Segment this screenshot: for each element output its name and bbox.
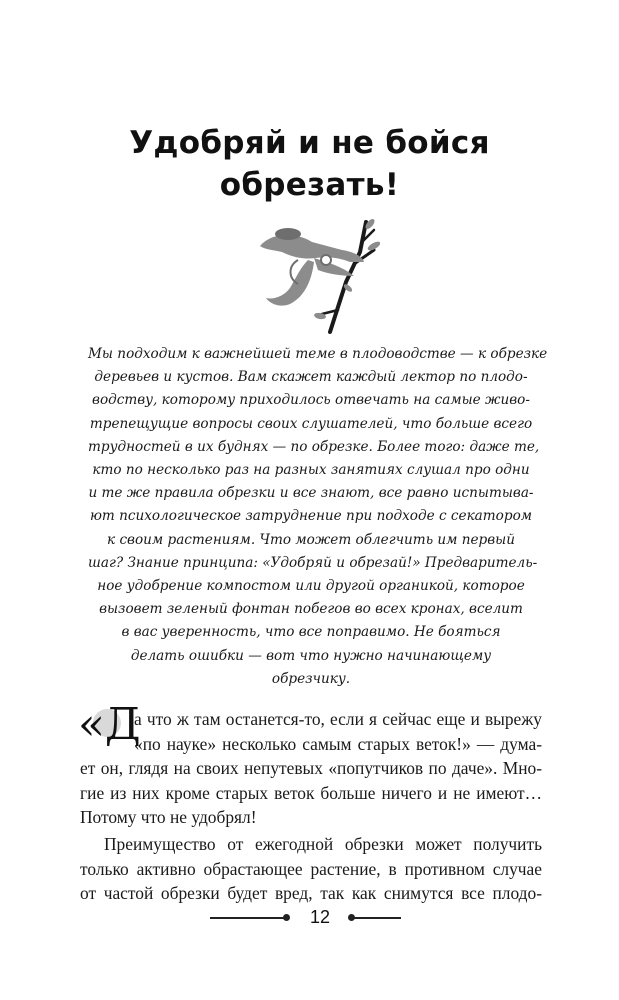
pruning-shears-icon bbox=[250, 212, 380, 338]
intro-line: обрезчику. bbox=[271, 670, 351, 687]
handle-grip bbox=[275, 228, 301, 240]
body-line: только активно обрастающее растение, в противном случае bbox=[80, 858, 542, 879]
intro-line: трепещущие вопросы своих слушателей, что больше всего bbox=[89, 415, 533, 432]
lower-handle bbox=[266, 260, 314, 306]
paragraph-2 bbox=[80, 832, 542, 906]
intro-line: водству, которому приходилось отвечать на самые живо- bbox=[92, 392, 530, 409]
body-line: Потому что не удобрял! bbox=[80, 807, 257, 828]
page-number: 12 bbox=[309, 907, 331, 927]
body-line: гие из них кроме старых веток больше ничего и не имеют… bbox=[80, 782, 542, 803]
body-line: «по науке» несколько самым старых веток!» — дума- bbox=[134, 733, 542, 754]
drop-cap-letter: «Д bbox=[78, 699, 141, 750]
intro-line: трудностей в их буднях — по обрезке. Более того: даже те, bbox=[88, 438, 540, 455]
body-line: ет он, глядя на своих непутевых «попутчиков по даче». Мно- bbox=[80, 758, 542, 779]
intro-line: Мы подходим к важнейшей теме в плодоводстве — к обрезке bbox=[88, 346, 548, 362]
footer-dot-left bbox=[283, 914, 290, 921]
intro-line: ное удобрение компостом или другой органикой, которое bbox=[97, 578, 525, 595]
intro-line: кто по несколько раз на разных занятиях слушал про одни bbox=[92, 462, 530, 479]
intro-line: делать ошибки — вот что нужно начинающему bbox=[130, 647, 492, 664]
drop-cap bbox=[78, 699, 141, 757]
footer-rule-right bbox=[351, 917, 401, 919]
branch-stem bbox=[330, 222, 366, 332]
intro-line: к своим растениям. Что может облегчить им первый bbox=[107, 531, 515, 548]
chapter-title bbox=[0, 122, 619, 206]
intro-line: деревьев и кустов. Вам скажет каждый лектор по плодо- bbox=[94, 369, 528, 386]
body-line: а что ж там останется-то, если я сейчас еще и вырежу bbox=[134, 709, 542, 729]
pivot-bolt bbox=[321, 255, 331, 265]
upper-handle bbox=[260, 235, 364, 262]
paragraph-1 bbox=[80, 707, 542, 830]
intro-line: в вас уверенность, что все поправимо. Не бояться bbox=[121, 624, 501, 641]
intro-line: и те же правила обрезки и все знают, все равно испытыва- bbox=[88, 485, 534, 502]
body-line: Преимущество от ежегодной обрезки может получить bbox=[104, 833, 542, 854]
chapter-title-line: обрезать! bbox=[219, 167, 400, 203]
intro-line: шаг? Знание принципа: «Удобряй и обрезай!» Предваритель- bbox=[88, 554, 538, 571]
intro-paragraph bbox=[88, 343, 548, 691]
intro-line: ют психологическое затруднение при подходе с секатором bbox=[89, 508, 533, 525]
body-line: от частой обрезки будет вред, так как снимутся все плодо- bbox=[80, 883, 542, 904]
chapter-title-line: Удобряй и не бойся bbox=[129, 125, 490, 161]
page-footer bbox=[0, 902, 619, 932]
intro-line: вызовет зеленый фонтан побегов во всех кронах, вселит bbox=[99, 601, 523, 618]
body-text bbox=[78, 699, 542, 906]
footer-rule-left bbox=[210, 917, 285, 919]
pruning-shears-drawing bbox=[250, 212, 380, 338]
